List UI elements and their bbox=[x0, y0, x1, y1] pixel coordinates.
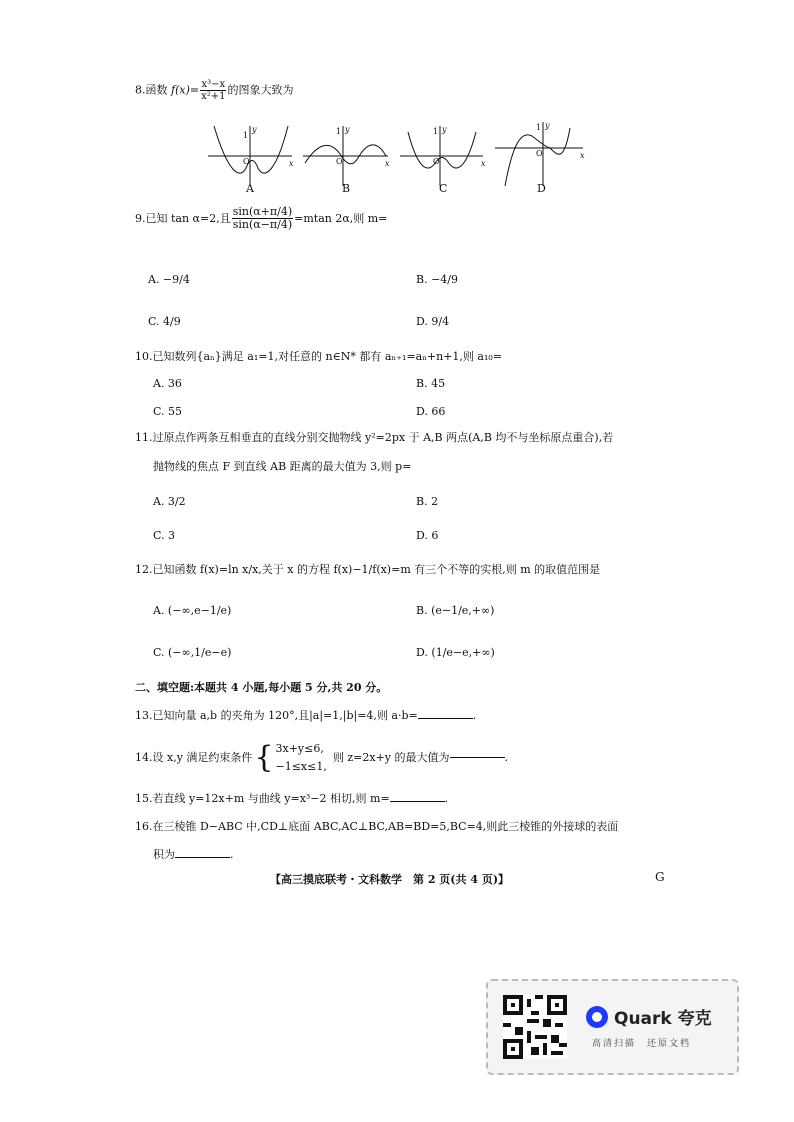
q11-line2: 抛物线的焦点 F 到直线 AB 距离的最大值为 3,则 p= bbox=[153, 460, 412, 473]
q9-option-d: D. 9/4 bbox=[416, 315, 450, 328]
svg-text:x: x bbox=[580, 151, 585, 160]
q11-option-c: C. 3 bbox=[153, 529, 176, 542]
graph-label-b: B bbox=[342, 182, 351, 195]
svg-text:y: y bbox=[545, 121, 550, 130]
q9-option-a: A. −9/4 bbox=[148, 273, 190, 286]
q10-option-b: B. 45 bbox=[416, 377, 446, 390]
svg-text:1: 1 bbox=[243, 131, 249, 140]
svg-text:y: y bbox=[345, 125, 350, 134]
q13-blank[interactable] bbox=[418, 718, 473, 719]
q15-blank[interactable] bbox=[390, 801, 445, 802]
section-2-heading: 二、填空题:本题共 4 小题,每小题 5 分,共 20 分。 bbox=[135, 681, 388, 694]
svg-text:1: 1 bbox=[336, 127, 342, 136]
q16-line1: 16.在三棱锥 D−ABC 中,CD⊥底面 ABC,AC⊥BC,AB=BD=5,BC=4,则此三棱锥的外接球的表面 bbox=[135, 820, 619, 833]
q9-stem: 9. 已知 tan α=2,且 $\frac{\sin(\alpha+\pi/4)}{\sin(\alpha-\pi/4)}$ =mtan 2α,则 m= bbox=[135, 205, 388, 232]
svg-text:O: O bbox=[433, 157, 440, 166]
q10-option-d: D. 66 bbox=[416, 405, 446, 418]
q12-option-d: D. (1/e−e,+∞) bbox=[416, 646, 495, 659]
q14-blank[interactable] bbox=[450, 757, 505, 758]
svg-text:O: O bbox=[243, 157, 250, 166]
graph-label-a: A bbox=[246, 182, 254, 195]
graph-y: y bbox=[252, 125, 257, 134]
q8-stem: 8.函数 f(x)= $\frac{\text{x³−x}}{\text{x²+1}}$ 的图象大致为 bbox=[135, 79, 294, 102]
q13-stem: 13.已知向量 a,b 的夹角为 120°,且|a|=1,|b|=4,则 a·b= . bbox=[135, 709, 477, 722]
quark-brand: Quark 夸克 bbox=[614, 1009, 712, 1029]
q9-option-c: C. 4/9 bbox=[148, 315, 181, 328]
quark-logo bbox=[586, 1004, 712, 1049]
q14-stem: 14.设 x,y 满足约束条件 { 3x+y≤6, −1≤x≤1, 则 z=2x+y 的最大值为 . bbox=[135, 739, 508, 775]
q12-option-a: A. (−∞,e−1/e) bbox=[153, 604, 232, 617]
page-footer: 【高三摸底联考・文科数学 第 2 页(共 4 页)】 bbox=[270, 873, 510, 886]
svg-text:x: x bbox=[385, 159, 390, 168]
qr-code-icon bbox=[503, 995, 567, 1059]
svg-text:x: x bbox=[289, 159, 294, 168]
q11-line1: 11.过原点作两条互相垂直的直线分别交抛物线 y²=2px 于 A,B 两点(A,B 均不与坐标原点重合),若 bbox=[135, 431, 614, 444]
q10-stem: 10.已知数列{aₙ}满足 a₁=1,对任意的 n∈N* 都有 aₙ₊₁=aₙ+n+1,则 a₁₀= bbox=[135, 350, 502, 363]
q12-option-c: C. (−∞,1/e−e) bbox=[153, 646, 232, 659]
svg-text:O: O bbox=[336, 157, 343, 166]
q10-option-c: C. 55 bbox=[153, 405, 183, 418]
svg-text:1: 1 bbox=[536, 123, 542, 132]
q15-stem: 15.若直线 y=12x+m 与曲线 y=x³−2 相切,则 m= . bbox=[135, 792, 449, 805]
q10-option-a: A. 36 bbox=[153, 377, 182, 390]
quark-slogan: 高清扫描 还原文档 bbox=[592, 1039, 692, 1049]
q16-line2: 积为 . bbox=[153, 848, 234, 861]
q12-stem: 12.已知函数 f(x)=ln x/x,关于 x 的方程 f(x)−1/f(x)=m 有三个不等的实根,则 m 的取值范围是 bbox=[135, 563, 601, 576]
svg-text:1: 1 bbox=[433, 127, 439, 136]
svg-text:y: y bbox=[442, 125, 447, 134]
svg-text:x: x bbox=[481, 159, 486, 168]
graph-label-d: D bbox=[537, 182, 546, 195]
brace-icon: { bbox=[254, 739, 274, 775]
quark-logo-icon bbox=[586, 1006, 608, 1028]
q11-option-d: D. 6 bbox=[416, 529, 439, 542]
q11-option-a: A. 3/2 bbox=[153, 495, 186, 508]
q9-option-b: B. −4/9 bbox=[416, 273, 458, 286]
q12-option-b: B. (e−1/e,+∞) bbox=[416, 604, 495, 617]
svg-text:O: O bbox=[536, 149, 543, 158]
q11-option-b: B. 2 bbox=[416, 495, 439, 508]
graph-label-c: C bbox=[439, 182, 448, 195]
q16-blank[interactable] bbox=[175, 857, 230, 858]
footer-code: G bbox=[655, 870, 665, 884]
